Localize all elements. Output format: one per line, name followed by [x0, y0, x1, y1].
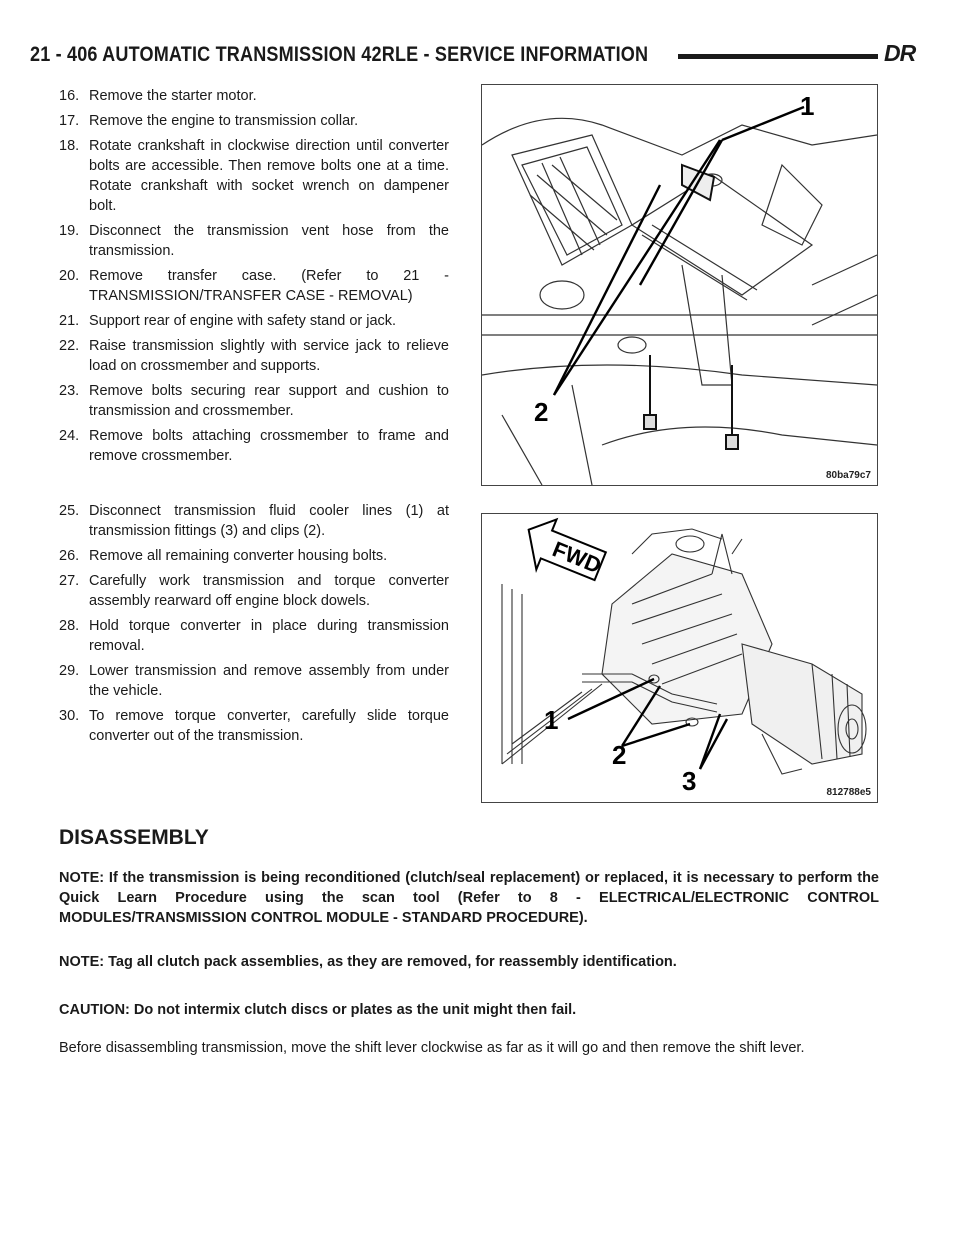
figure-id: 812788e5	[826, 787, 871, 798]
callout-1: 1	[800, 91, 815, 121]
list-item: 29. Lower transmission and remove assembly from under the vehicle.	[59, 663, 449, 699]
list-item: 27. Carefully work transmission and torque converter assembly rearward off engine block dowels.	[59, 573, 449, 609]
header-rule	[678, 54, 878, 59]
steps-list-a	[59, 86, 449, 471]
fwd-label: FWD	[548, 536, 605, 579]
list-item: 18. Rotate crankshaft in clockwise direction until converter bolts are accessible. Then remove bolts one at a time. Rotate crankshaft with socket wrench on dampener bolt.	[59, 138, 449, 214]
callout-1: 1	[544, 705, 559, 735]
figure-crossmember	[481, 84, 878, 486]
note-quick-learn: NOTE: If the transmission is being reconditioned (clutch/seal replacement) or replaced, it is necessary to perform the Quick Learn Procedure using the scan tool (Refer to 8 - ELECTRICAL/ELECTRONIC CONTROL MODULES/TRANSMISSION CONTROL MODULE - STANDARD PROCEDURE).	[59, 870, 879, 926]
callout-3: 3	[682, 766, 697, 796]
page-header	[30, 38, 942, 72]
list-item: 24. Remove bolts attaching crossmember to frame and remove crossmember.	[59, 428, 449, 464]
list-item: 30. To remove torque converter, carefully slide torque converter out of the transmission.	[59, 708, 449, 744]
list-item: 23. Remove bolts securing rear support and cushion to transmission and crossmember.	[59, 383, 449, 419]
body-paragraph: Before disassembling transmission, move the shift lever clockwise as far as it will go and then remove the shift lever.	[59, 1040, 805, 1056]
list-item: 20. Remove transfer case. (Refer to 21 - TRANSMISSION/TRANSFER CASE - REMOVAL)	[59, 268, 449, 304]
page-title: 21 - 406 AUTOMATIC TRANSMISSION 42RLE - SERVICE INFORMATION	[30, 43, 649, 66]
fwd-arrow	[516, 514, 610, 591]
steps-list-b	[59, 501, 449, 751]
list-item: 19. Disconnect the transmission vent hose from the transmission.	[59, 223, 449, 259]
list-item: 16. Remove the starter motor.	[59, 88, 257, 104]
transmission-illustration	[482, 514, 877, 802]
callout-2: 2	[612, 740, 627, 770]
list-item: 21. Support rear of engine with safety stand or jack.	[59, 313, 397, 329]
model-code: DR	[884, 40, 916, 66]
note-tag-clutch: NOTE: Tag all clutch pack assemblies, as they are removed, for reassembly identification.	[59, 954, 677, 970]
callout-2: 2	[534, 397, 549, 427]
list-item: 25. Disconnect transmission fluid cooler lines (1) at transmission fittings (3) and clips (2).	[59, 503, 449, 539]
crossmember-illustration	[482, 85, 877, 485]
figure-id: 80ba79c7	[825, 470, 871, 481]
caution-clutch-discs: CAUTION: Do not intermix clutch discs or plates as the unit might then fail.	[59, 1002, 577, 1018]
list-item: 26. Remove all remaining converter housing bolts.	[59, 548, 388, 564]
list-item: 17. Remove the engine to transmission collar.	[59, 113, 359, 129]
list-item: 22. Raise transmission slightly with service jack to relieve load on crossmember and supports.	[59, 338, 449, 374]
figure-transmission	[481, 513, 878, 803]
list-item: 28. Hold torque converter in place during transmission removal.	[59, 618, 449, 654]
section-title: DISASSEMBLY	[59, 826, 209, 849]
